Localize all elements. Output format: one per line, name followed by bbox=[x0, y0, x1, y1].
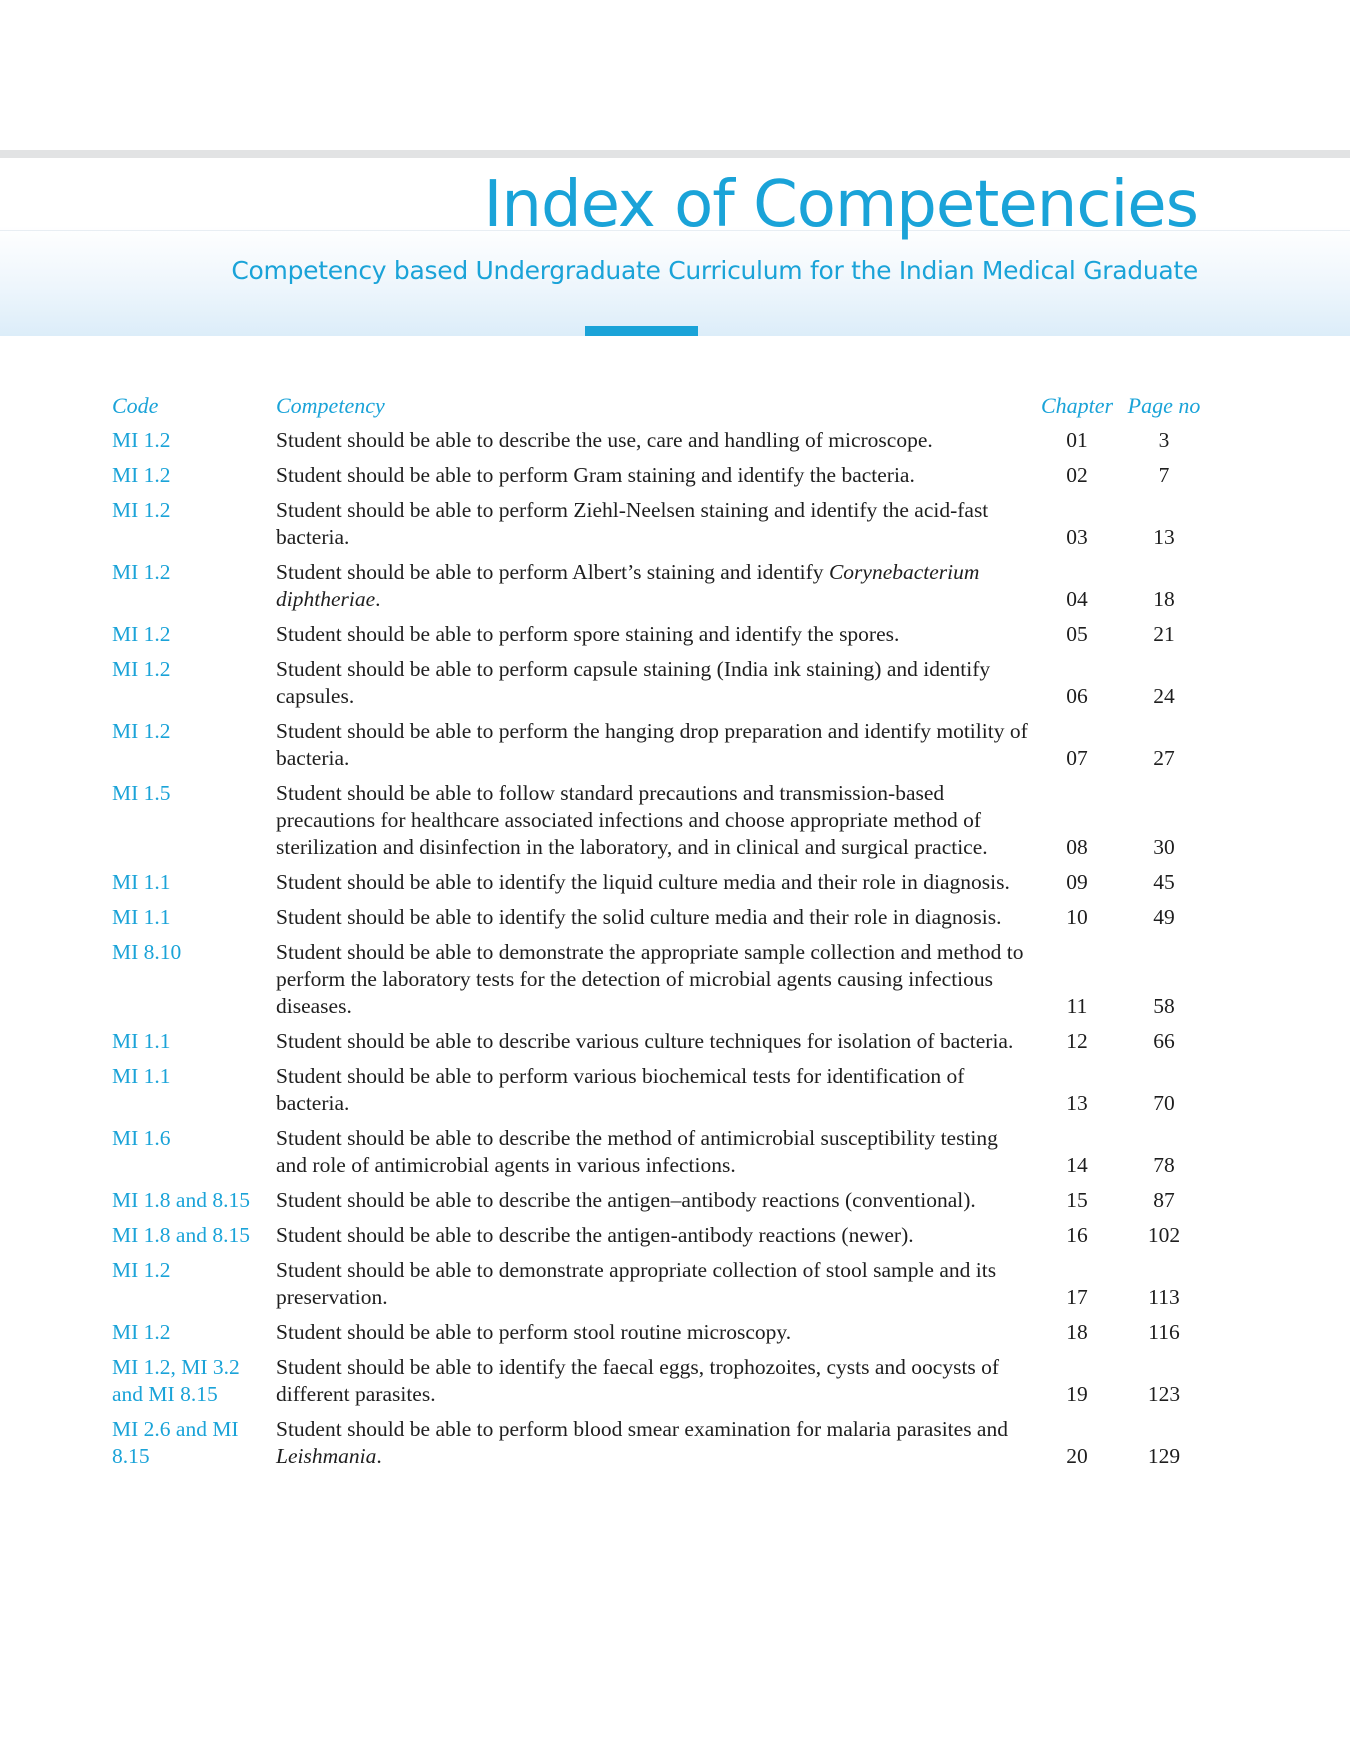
row-code: MI 1.2 bbox=[112, 1258, 171, 1282]
table-row bbox=[112, 1063, 1204, 1117]
row-chapter: 19 bbox=[1066, 1382, 1088, 1406]
row-code: MI 1.1 bbox=[112, 905, 171, 929]
table-row bbox=[112, 462, 1204, 489]
row-page: 30 bbox=[1153, 835, 1175, 859]
row-competency: Student should be able to identify the faecal eggs, trophozoites, cysts and oocysts of different parasites. bbox=[276, 1355, 1000, 1406]
table-row bbox=[112, 1222, 1204, 1249]
row-code: MI 1.2 bbox=[112, 463, 171, 487]
row-chapter: 01 bbox=[1066, 428, 1088, 452]
row-competency: Student should be able to perform capsule staining (India ink staining) and identify capsules. bbox=[276, 657, 991, 708]
row-page: 123 bbox=[1147, 1382, 1181, 1406]
row-page: 129 bbox=[1147, 1444, 1181, 1468]
row-chapter: 13 bbox=[1066, 1091, 1088, 1115]
table-row bbox=[112, 427, 1204, 454]
row-competency: Student should be able to describe the antigen-antibody reactions (newer). bbox=[276, 1223, 914, 1247]
row-code: MI 8.10 bbox=[112, 940, 182, 964]
table-row bbox=[112, 939, 1204, 1020]
organism-name: Leishmania bbox=[276, 1444, 377, 1468]
competency-text: Student should be able to perform Albert’s staining and identify bbox=[276, 560, 824, 584]
row-code: MI 1.1 bbox=[112, 870, 171, 894]
competency-text: Student should be able to perform blood smear examination for malaria parasites and bbox=[276, 1417, 1008, 1441]
row-page: 49 bbox=[1153, 905, 1175, 929]
row-chapter: 04 bbox=[1066, 587, 1088, 611]
row-chapter: 20 bbox=[1066, 1444, 1088, 1468]
row-competency: Student should be able to perform the hanging drop preparation and identify motility of bacteria. bbox=[276, 719, 1028, 770]
row-chapter: 02 bbox=[1066, 463, 1088, 487]
row-chapter: 12 bbox=[1066, 1029, 1088, 1053]
row-competency: Student should be able to follow standard precautions and transmission-based precautions for healthcare associated infections and choose appropriate method of sterilization and disinfection in the laboratory, and in clinical and surgical practice. bbox=[276, 781, 988, 859]
row-code: MI 1.5 bbox=[112, 781, 171, 805]
row-competency: Student should be able to demonstrate appropriate collection of stool sample and its preservation. bbox=[276, 1258, 997, 1309]
row-page: 24 bbox=[1153, 684, 1175, 708]
table-row bbox=[112, 1125, 1204, 1179]
page-subtitle: Competency based Undergraduate Curriculum for the Indian Medical Graduate bbox=[231, 256, 1198, 285]
table-row bbox=[112, 904, 1204, 931]
competency-end: . bbox=[375, 587, 381, 611]
row-competency: Student should be able to identify the solid culture media and their role in diagnosis. bbox=[276, 905, 1002, 929]
top-rule bbox=[0, 150, 1350, 158]
table-row bbox=[112, 718, 1204, 772]
table-row bbox=[112, 1319, 1204, 1346]
competency-end: . bbox=[376, 1444, 382, 1468]
row-chapter: 11 bbox=[1066, 994, 1088, 1018]
row-code: MI 1.2 bbox=[112, 657, 171, 681]
row-chapter: 16 bbox=[1066, 1223, 1088, 1247]
row-competency: Student should be able to perform stool routine microscopy. bbox=[276, 1320, 792, 1344]
row-chapter: 07 bbox=[1066, 746, 1088, 770]
table-header bbox=[112, 392, 1204, 419]
row-competency: Student should be able to describe the method of antimicrobial susceptibility testing and role of antimicrobial agents in various infections. bbox=[276, 1126, 998, 1177]
row-competency bbox=[276, 559, 1030, 613]
row-page: 13 bbox=[1153, 525, 1175, 549]
row-page: 78 bbox=[1153, 1153, 1175, 1177]
row-chapter: 14 bbox=[1066, 1153, 1088, 1177]
row-code: MI 1.8 and 8.15 bbox=[112, 1188, 250, 1212]
accent-bar bbox=[585, 326, 698, 336]
row-competency: Student should be able to describe the use, care and handling of microscope. bbox=[276, 428, 933, 452]
row-code: MI 1.2 bbox=[112, 428, 171, 452]
row-page: 87 bbox=[1153, 1188, 1175, 1212]
row-code: MI 1.1 bbox=[112, 1064, 171, 1088]
row-chapter: 06 bbox=[1066, 684, 1088, 708]
row-page: 27 bbox=[1153, 746, 1175, 770]
row-competency: Student should be able to describe the antigen–antibody reactions (conventional). bbox=[276, 1188, 976, 1212]
row-page: 21 bbox=[1153, 622, 1175, 646]
row-chapter: 05 bbox=[1066, 622, 1088, 646]
header-page: Page no bbox=[1127, 393, 1201, 418]
table-row bbox=[112, 497, 1204, 551]
row-page: 3 bbox=[1158, 428, 1170, 452]
row-chapter: 18 bbox=[1066, 1320, 1088, 1344]
row-competency: Student should be able to perform Ziehl-Neelsen staining and identify the acid-fast bacteria. bbox=[276, 498, 989, 549]
row-competency: Student should be able to describe various culture techniques for isolation of bacteria. bbox=[276, 1029, 1014, 1053]
row-page: 58 bbox=[1153, 994, 1175, 1018]
table-row bbox=[112, 1028, 1204, 1055]
table-row bbox=[112, 1187, 1204, 1214]
row-code: MI 1.2 bbox=[112, 560, 171, 584]
header-code: Code bbox=[112, 393, 159, 418]
row-code: MI 1.1 bbox=[112, 1029, 171, 1053]
row-page: 113 bbox=[1148, 1285, 1180, 1309]
row-page: 7 bbox=[1158, 463, 1170, 487]
row-chapter: 03 bbox=[1066, 525, 1088, 549]
row-chapter: 15 bbox=[1066, 1188, 1088, 1212]
page-title: Index of Competencies bbox=[483, 168, 1198, 242]
row-competency: Student should be able to perform Gram staining and identify the bacteria. bbox=[276, 463, 915, 487]
row-competency: Student should be able to perform spore staining and identify the spores. bbox=[276, 622, 900, 646]
header-chapter: Chapter bbox=[1040, 393, 1114, 418]
row-competency bbox=[276, 1416, 1030, 1470]
table-row bbox=[112, 1416, 1204, 1470]
row-page: 102 bbox=[1147, 1223, 1181, 1247]
row-code: MI 1.2, MI 3.2 and MI 8.15 bbox=[112, 1355, 240, 1406]
row-code: MI 2.6 and MI 8.15 bbox=[112, 1417, 239, 1468]
row-competency: Student should be able to demonstrate the appropriate sample collection and method to perform the laboratory tests for the detection of microbial agents causing infectious diseases. bbox=[276, 940, 1024, 1018]
table-row bbox=[112, 869, 1204, 896]
row-code: MI 1.2 bbox=[112, 719, 171, 743]
row-code: MI 1.6 bbox=[112, 1126, 171, 1150]
table-row bbox=[112, 621, 1204, 648]
row-chapter: 09 bbox=[1066, 870, 1088, 894]
row-code: MI 1.8 and 8.15 bbox=[112, 1223, 250, 1247]
row-page: 116 bbox=[1148, 1320, 1180, 1344]
row-chapter: 08 bbox=[1066, 835, 1088, 859]
row-page: 18 bbox=[1153, 587, 1175, 611]
row-code: MI 1.2 bbox=[112, 1320, 171, 1344]
row-competency: Student should be able to perform various biochemical tests for identification of bacteria. bbox=[276, 1064, 965, 1115]
table-row bbox=[112, 1257, 1204, 1311]
header-competency: Competency bbox=[276, 393, 385, 418]
row-chapter: 17 bbox=[1066, 1285, 1088, 1309]
row-page: 70 bbox=[1153, 1091, 1175, 1115]
organism-name: Corynebacterium diphtheriae bbox=[276, 560, 980, 611]
row-code: MI 1.2 bbox=[112, 498, 171, 522]
table-row bbox=[112, 1354, 1204, 1408]
competency-table bbox=[112, 392, 1204, 1470]
row-page: 66 bbox=[1153, 1029, 1175, 1053]
row-page: 45 bbox=[1153, 870, 1175, 894]
row-chapter: 10 bbox=[1066, 905, 1088, 929]
row-code: MI 1.2 bbox=[112, 622, 171, 646]
table-row bbox=[112, 559, 1204, 613]
table-row bbox=[112, 780, 1204, 861]
row-competency: Student should be able to identify the liquid culture media and their role in diagnosis. bbox=[276, 870, 1010, 894]
table-row bbox=[112, 656, 1204, 710]
